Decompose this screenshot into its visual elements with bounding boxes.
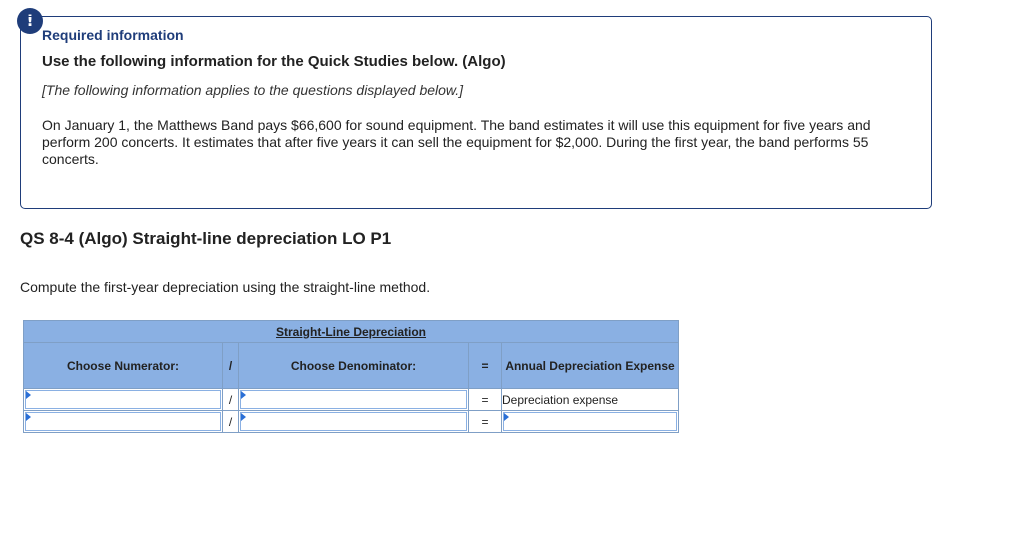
denominator-input-2[interactable] bbox=[240, 412, 467, 431]
question-title: QS 8-4 (Algo) Straight-line depreciation LO P1 bbox=[20, 229, 392, 248]
required-info-title: Required information bbox=[42, 27, 184, 43]
divide-sign: / bbox=[223, 389, 239, 411]
table-header-row bbox=[24, 343, 679, 389]
result-input[interactable] bbox=[503, 412, 677, 431]
depreciation-table bbox=[23, 320, 679, 433]
required-info-box bbox=[20, 16, 932, 209]
numerator-input-1[interactable] bbox=[25, 390, 221, 409]
divide-sign: / bbox=[223, 411, 239, 433]
table-title: Straight-Line Depreciation bbox=[24, 321, 679, 343]
numerator-input-2[interactable] bbox=[25, 412, 221, 431]
info-note: [The following information applies to the questions displayed below.] bbox=[42, 82, 464, 98]
result-label: Depreciation expense bbox=[502, 389, 679, 411]
result-header: Annual Depreciation Expense bbox=[502, 343, 679, 389]
dropdown-marker-icon bbox=[241, 413, 246, 421]
dropdown-marker-icon bbox=[241, 391, 246, 399]
info-paragraph: On January 1, the Matthews Band pays $66,600 for sound equipment. The band estimates it will use this equipment for five years and perform 200 concerts. It estimates that after five years it can sell the equipment for $2,000. During the first year, the band performs 55 concerts. bbox=[42, 117, 871, 167]
dropdown-marker-icon bbox=[26, 413, 31, 421]
dropdown-marker-icon bbox=[504, 413, 509, 421]
table-row bbox=[24, 389, 679, 411]
instruction-text: Use the following information for the Quick Studies below. (Algo) bbox=[42, 53, 506, 70]
table-title-row bbox=[24, 321, 679, 343]
alert-icon: ! bbox=[17, 8, 43, 34]
equals-sign: = bbox=[469, 411, 502, 433]
divide-header: / bbox=[223, 343, 239, 389]
table-row bbox=[24, 411, 679, 433]
question-prompt: Compute the first-year depreciation using the straight-line method. bbox=[20, 279, 431, 295]
denominator-input-1[interactable] bbox=[240, 390, 467, 409]
dropdown-marker-icon bbox=[26, 391, 31, 399]
numerator-header: Choose Numerator: bbox=[24, 343, 223, 389]
equals-sign: = bbox=[469, 389, 502, 411]
equals-header: = bbox=[469, 343, 502, 389]
denominator-header: Choose Denominator: bbox=[239, 343, 469, 389]
